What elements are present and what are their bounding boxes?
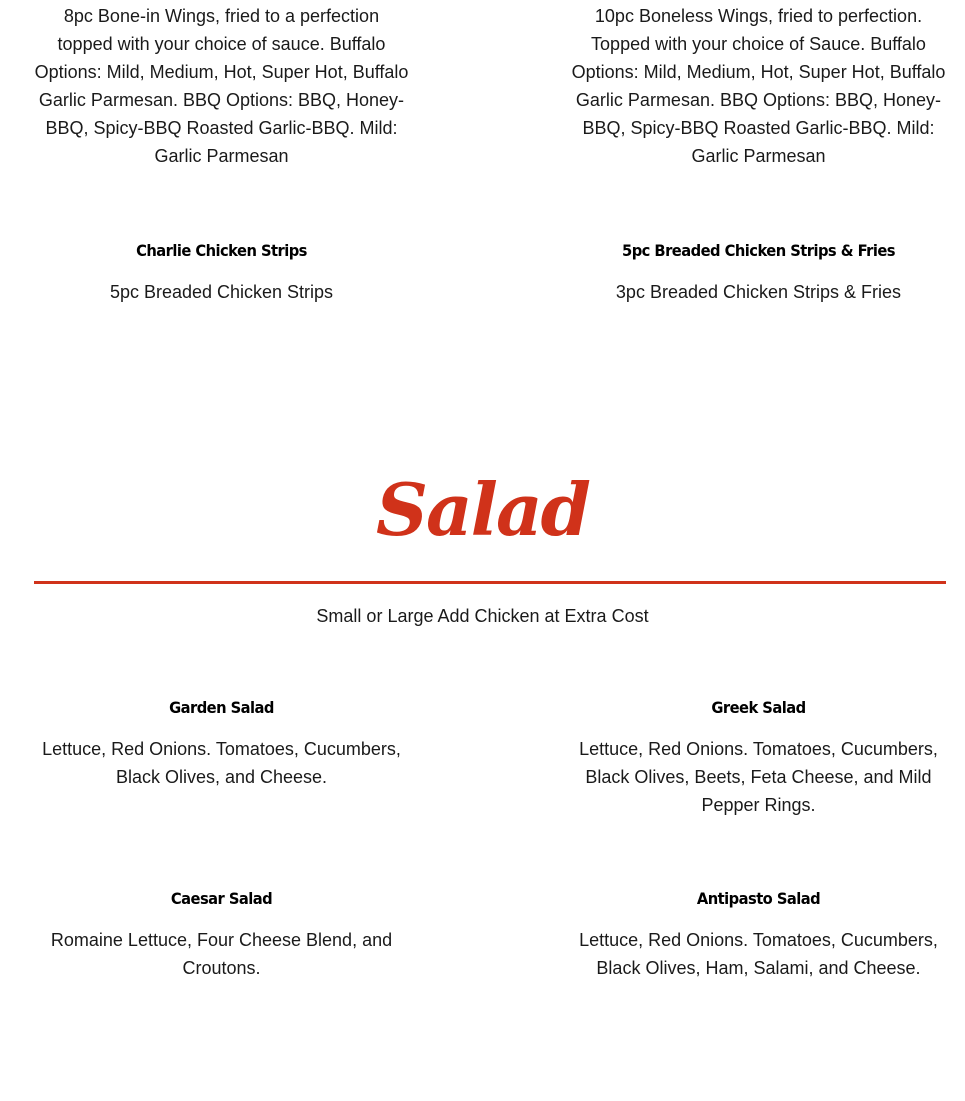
menu-item-boneless-wings — [571, 2, 946, 170]
menu-item-title: Charlie Chicken Strips — [136, 241, 307, 260]
menu-item-title: Garden Salad — [169, 698, 274, 717]
menu-item-antipasto-salad — [571, 888, 946, 982]
menu-item-title: Greek Salad — [711, 698, 806, 717]
menu-item-description: Lettuce, Red Onions. Tomatoes, Cucumbers, Black Olives, and Cheese. — [42, 739, 401, 787]
menu-item-description: Lettuce, Red Onions. Tomatoes, Cucumbers, Black Olives, Beets, Feta Cheese, and Mild Pepper Rings. — [579, 739, 938, 815]
menu-item-garden-salad — [34, 697, 409, 791]
menu-item-title: Antipasto Salad — [696, 889, 821, 908]
section-title-salad: Salad — [376, 467, 589, 552]
menu-item-charlie-chicken-strips — [34, 240, 409, 306]
section-subtitle: Small or Large Add Chicken at Extra Cost — [316, 606, 649, 626]
menu-item-description: Lettuce, Red Onions. Tomatoes, Cucumbers, Black Olives, Ham, Salami, and Cheese. — [579, 930, 938, 978]
menu-item-greek-salad — [571, 697, 946, 819]
menu-item-description: 10pc Boneless Wings, fried to perfection. Topped with your choice of Sauce. Buffalo Options: Mild, Medium, Hot, Super Hot, Buffalo Garlic Parmesan. BBQ Options: BBQ, Honey-BBQ, Spicy-BBQ Roasted Garlic-BBQ. Mild: Garlic Parmesan — [571, 6, 946, 166]
menu-item-caesar-salad — [34, 888, 409, 982]
menu-item-description: 5pc Breaded Chicken Strips — [109, 282, 334, 302]
menu-item-description: Romaine Lettuce, Four Cheese Blend, and Croutons. — [50, 930, 393, 978]
menu-item-description: 3pc Breaded Chicken Strips & Fries — [615, 282, 902, 302]
section-divider — [34, 581, 946, 584]
menu-item-strips-and-fries — [571, 240, 946, 306]
menu-item-title: 5pc Breaded Chicken Strips & Fries — [622, 241, 895, 260]
menu-item-bone-in-wings — [34, 2, 409, 170]
menu-item-description: 8pc Bone-in Wings, fried to a perfection topped with your choice of sauce. Buffalo Options: Mild, Medium, Hot, Super Hot, Buffalo Garlic Parmesan. BBQ Options: BBQ, Honey-BBQ, Spicy-BBQ Roasted Garlic-BBQ. Mild: Garlic Parmesan — [34, 6, 409, 166]
menu-item-title: Caesar Salad — [170, 889, 273, 908]
